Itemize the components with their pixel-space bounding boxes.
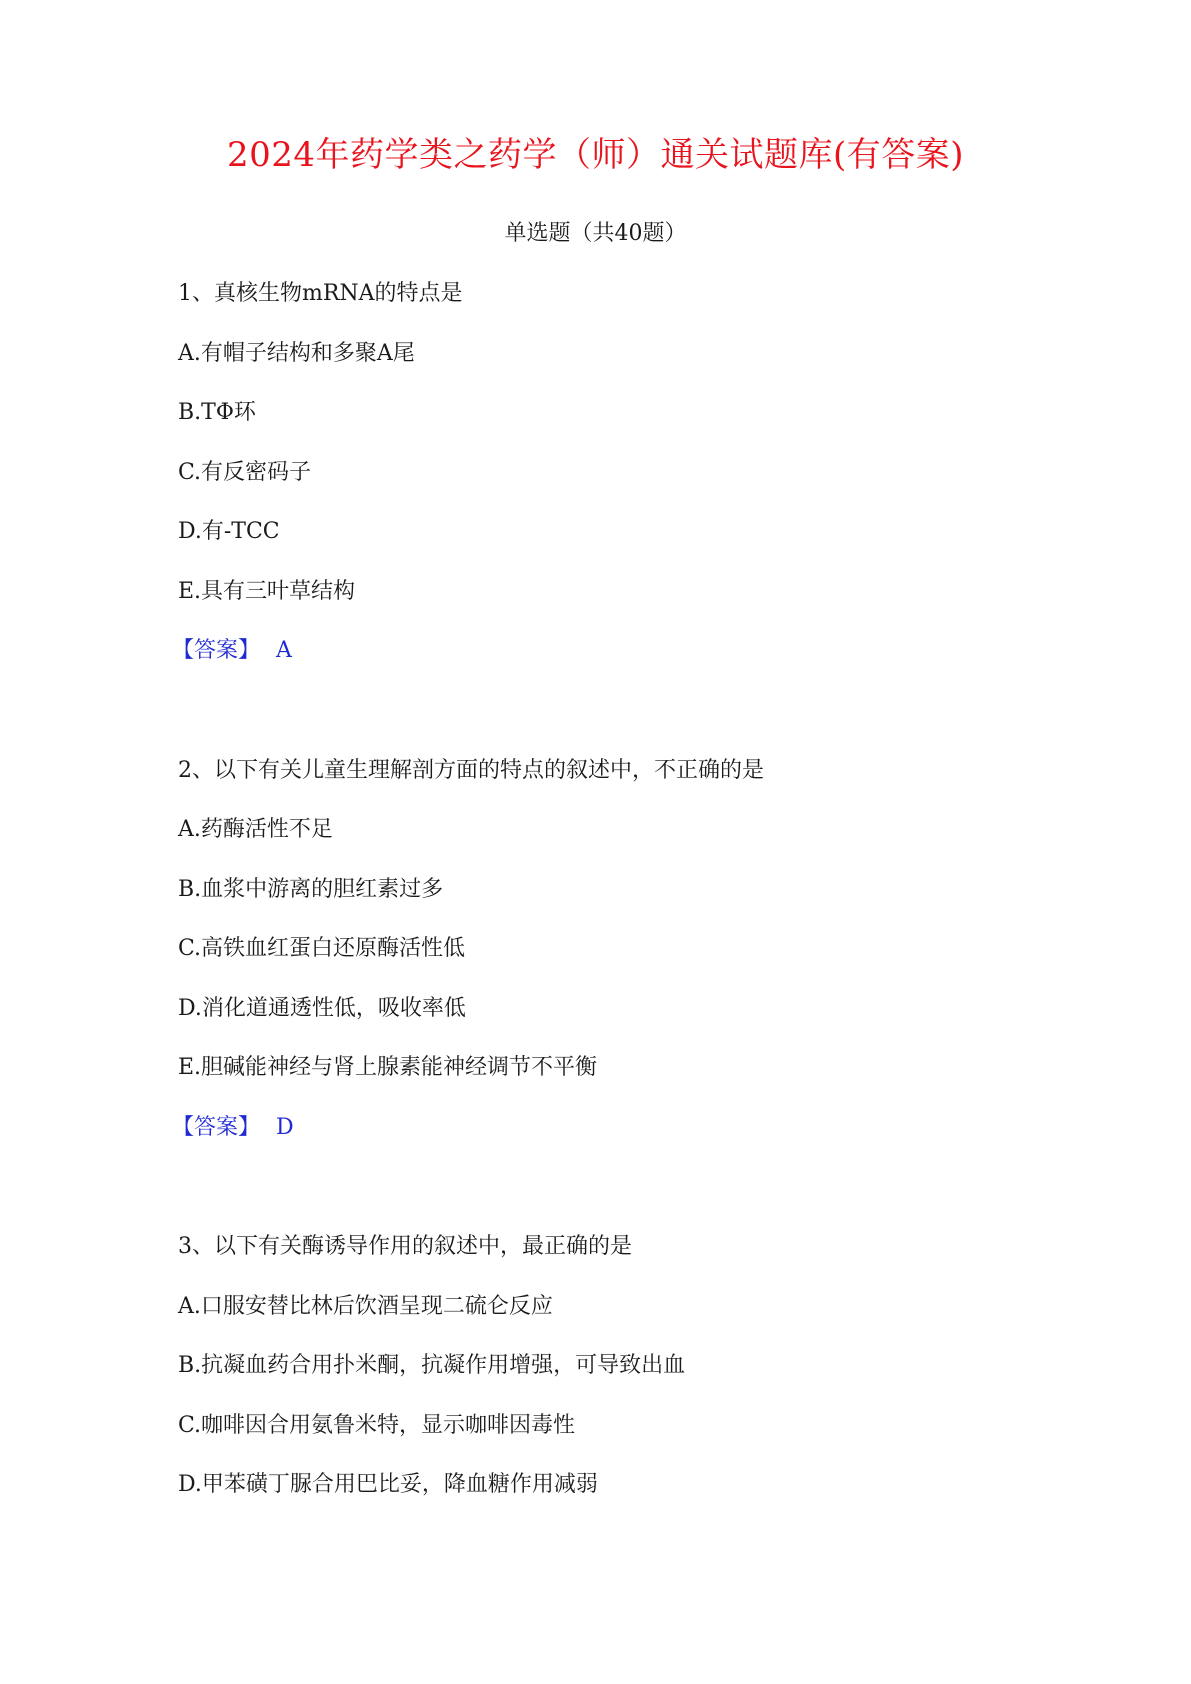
question-1-option-c: C.有反密码子	[178, 460, 312, 485]
question-2-option-e: E.胆碱能神经与肾上腺素能神经调节不平衡	[178, 1055, 598, 1080]
document-title: 2024年药学类之药学（师）通关试题库(有答案)	[226, 135, 965, 175]
question-1-option-b: B.TΦ环	[178, 400, 256, 425]
question-2-option-d: D.消化道通透性低，吸收率低	[178, 996, 466, 1021]
question-2-option-a: A.药酶活性不足	[178, 817, 333, 842]
question-2-stem: 2、以下有关儿童生理解剖方面的特点的叙述中，不正确的是	[178, 758, 764, 783]
question-2-answer	[172, 1113, 294, 1143]
answer-label: 【答案】	[172, 1115, 261, 1140]
question-2-option-b: B.血浆中游离的胆红素过多	[178, 877, 444, 902]
section-heading: 单选题（共40题）	[504, 221, 687, 246]
question-3-option-b: B.抗凝血药合用扑米酮，抗凝作用增强，可导致出血	[178, 1353, 686, 1378]
question-1-option-a: A.有帽子结构和多聚A尾	[178, 341, 415, 366]
question-3-stem: 3、以下有关酶诱导作用的叙述中，最正确的是	[178, 1234, 632, 1259]
answer-value: D	[276, 1115, 294, 1140]
question-2-option-c: C.高铁血红蛋白还原酶活性低	[178, 936, 466, 961]
question-1-answer	[172, 636, 292, 666]
question-3-option-a: A.口服安替比林后饮酒呈现二硫仑反应	[178, 1294, 553, 1319]
answer-value: A	[276, 638, 292, 663]
question-1-stem: 1、真核生物mRNA的特点是	[178, 281, 463, 306]
question-1-option-e: E.具有三叶草结构	[178, 579, 356, 604]
answer-label: 【答案】	[172, 638, 261, 663]
question-3-option-c: C.咖啡因合用氨鲁米特，显示咖啡因毒性	[178, 1413, 576, 1438]
question-3-option-d: D.甲苯磺丁脲合用巴比妥，降血糖作用减弱	[178, 1472, 598, 1497]
question-1-option-d: D.有-TCC	[178, 519, 280, 544]
